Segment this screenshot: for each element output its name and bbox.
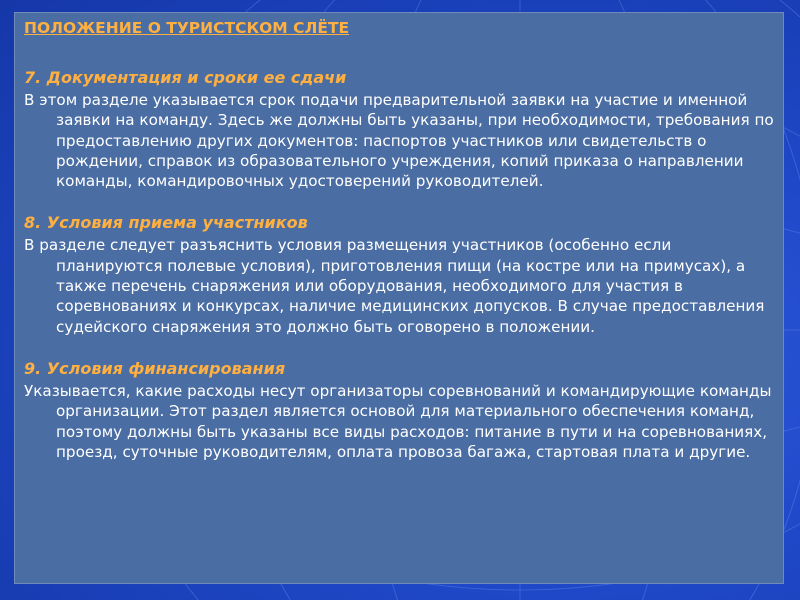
section-heading: 9. Условия финансирования [24, 358, 286, 378]
section-text: В этом разделе указывается срок подачи предварительной заявки на участие и именной заявки на команду. Здесь же должны быть указаны, при необходимости, требования по предоставлению других документов: паспортов участников или свидетельств о рождении, справок из образовательного учреждения, копий приказа о направлении команды, командировочных удостоверений руководителей. [24, 91, 774, 191]
slide-content [24, 18, 774, 462]
section-text: Указывается, какие расходы несут организаторы соревнований и командирующие команды организации. Этот раздел является основой для материального обеспечения команд, поэтому должны быть указаны все виды расходов: питание в пути и на соревнованиях, проезд, суточные руководителям, оплата провоза багажа, стартовая плата и другие. [24, 381, 772, 461]
slide-title: ПОЛОЖЕНИЕ О ТУРИСТСКОМ СЛЁТЕ [24, 19, 350, 37]
section-text: В разделе следует разъяснить условия размещения участников (особенно если планируются полевые условия), приготовления пищи (на костре или на примусах), а также перечень снаряжения или оборудования, необходимого для участия в соревнованиях и конкурсах, наличие медицинских допусков. В случае предоставления судейского снаряжения это должно быть оговорено в положении. [24, 236, 765, 336]
section-heading: 7. Документация и сроки ее сдачи [24, 68, 347, 87]
section-heading: 8. Условия приема участников [24, 213, 308, 233]
